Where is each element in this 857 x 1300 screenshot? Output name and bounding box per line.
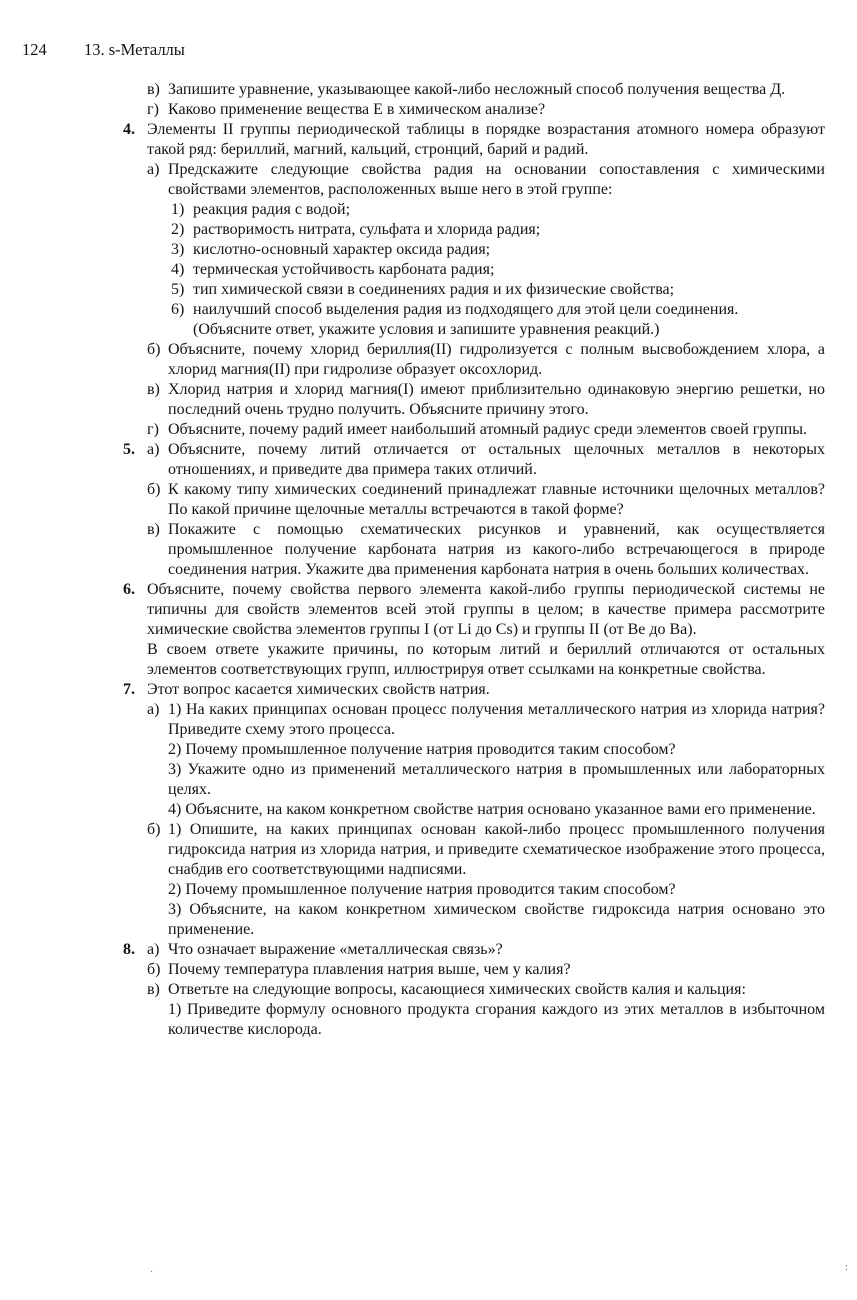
item-marker: 1) <box>171 201 185 218</box>
sub-item <box>0 880 857 900</box>
scan-speck: ˙ <box>150 1270 154 1281</box>
numbered-item <box>0 220 857 240</box>
question-7 <box>0 680 857 700</box>
question-4 <box>0 120 857 160</box>
item-text: Предскажите следующие свойства радия на основании сопоставления с химическими свойствами элементов, расположенных выше него в этой группе: <box>168 161 825 198</box>
item-text: реакция радия с водой; <box>193 201 351 218</box>
numbered-item <box>0 240 857 260</box>
numbered-item <box>0 300 857 320</box>
item-text: 3) Укажите одно из применений металлического натрия в промышленных или лабораторных целях. <box>168 761 825 798</box>
chapter-title: 13. s-Металлы <box>84 40 185 59</box>
continuation-text <box>0 640 857 680</box>
question-number: 8. <box>123 941 135 958</box>
item-marker: а) <box>147 701 160 718</box>
sub-item <box>0 760 857 800</box>
item-marker: в) <box>147 981 160 998</box>
item-marker: г) <box>147 421 159 438</box>
item-text: наилучший способ выделения радия из подходящего для этой цели соединения. <box>193 301 739 318</box>
list-item <box>0 380 857 420</box>
list-item <box>0 980 857 1000</box>
item-marker: б) <box>147 481 161 498</box>
item-marker: а) <box>147 441 160 458</box>
item-text: Ответьте на следующие вопросы, касающиеся химических свойств калия и кальция: <box>168 981 746 998</box>
item-marker: в) <box>147 521 160 538</box>
list-item <box>0 480 857 520</box>
question-number: 5. <box>123 441 135 458</box>
sub-item <box>0 900 857 940</box>
item-text: 3) Объясните, на каком конкретном химическом свойстве гидроксида натрия основано это применение. <box>168 901 825 938</box>
item-marker: г) <box>147 101 159 118</box>
list-item <box>0 700 857 740</box>
list-item <box>0 340 857 380</box>
item-marker: 6) <box>171 301 185 318</box>
item-text: 1) Опишите, на каких принципах основан какой-либо процесс промышленного получения гидроксида натрия из хлорида натрия, и приведите схематическое изображение этого процесса, снабдив его соответствующими надписями. <box>168 821 825 878</box>
sub-item <box>0 740 857 760</box>
item-marker: в) <box>147 81 160 98</box>
item-marker: б) <box>147 821 161 838</box>
item-marker: а) <box>147 941 160 958</box>
item-text: Каково применение вещества Е в химическом анализе? <box>168 101 546 118</box>
item-text: К какому типу химических соединений принадлежат главные источники щелочных металлов? По какой причине щелочные металлы встречаются в такой форме? <box>168 481 825 518</box>
numbered-item <box>0 280 857 300</box>
list-item <box>0 520 857 580</box>
list-item <box>0 820 857 880</box>
question-number: 4. <box>123 121 135 138</box>
question-6 <box>0 580 857 640</box>
sub-item <box>0 800 857 820</box>
question-5 <box>0 440 857 480</box>
question-number: 6. <box>123 581 135 598</box>
item-text: 2) Почему промышленное получение натрия проводится таким способом? <box>168 741 676 758</box>
question-text: Объясните, почему свойства первого элемента какой-либо группы периодической системы не типичны для свойств элементов всей этой группы в целом; в качестве примера рассмотрите химические свойства элементов группы I (от Li до Cs) и группы II (от Be до Ba). <box>147 581 825 638</box>
item-text: тип химической связи в соединениях радия и их физические свойства; <box>193 281 675 298</box>
item-text: Покажите с помощью схематических рисунков и уравнений, как осуществляется промышленное получение карбоната натрия из какого-либо встречающегося в природе соединения натрия. Укажите два применения карбоната натрия в очень больших количествах. <box>168 521 825 578</box>
item-text: Почему температура плавления натрия выше, чем у калия? <box>168 961 571 978</box>
list-item <box>0 100 857 120</box>
sub-item <box>0 1000 857 1040</box>
scan-speck: : <box>845 1262 848 1273</box>
item-text: 1) На каких принципах основан процесс получения металлического натрия из хлорида натрия? Приведите схему этого процесса. <box>168 701 825 738</box>
item-marker: а) <box>147 161 160 178</box>
item-marker: 3) <box>171 241 185 258</box>
list-item <box>0 160 857 200</box>
item-text: 1) Приведите формулу основного продукта сгорания каждого из этих металлов в избыточном количестве кислорода. <box>168 1001 825 1038</box>
question-number: 7. <box>123 681 135 698</box>
numbered-item <box>0 260 857 280</box>
question-8 <box>0 940 857 960</box>
item-marker: б) <box>147 341 161 358</box>
item-text: Хлорид натрия и хлорид магния(I) имеют приблизительно одинаковую энергию решетки, но последний очень трудно получить. Объясните причину этого. <box>168 381 825 418</box>
list-item <box>0 420 857 440</box>
item-text: термическая устойчивость карбоната радия; <box>193 261 495 278</box>
item-text: Объясните, почему радий имеет наибольший атомный радиус среди элементов своей группы. <box>168 421 807 438</box>
question-text: Элементы II группы периодической таблицы в порядке возрастания атомного номера образуют такой ряд: бериллий, магний, кальций, стронций, барий и радий. <box>147 121 825 158</box>
item-text: Что означает выражение «металлическая связь»? <box>168 941 503 958</box>
page-header <box>22 40 185 60</box>
item-marker: 4) <box>171 261 185 278</box>
item-text: (Объясните ответ, укажите условия и запишите уравнения реакций.) <box>193 321 660 338</box>
item-marker: в) <box>147 381 160 398</box>
page-number: 124 <box>22 40 47 59</box>
item-text: растворимость нитрата, сульфата и хлорида радия; <box>193 221 541 238</box>
list-item <box>0 960 857 980</box>
item-marker: 2) <box>171 221 185 238</box>
item-text: Объясните, почему хлорид бериллия(II) гидролизуется с полным высвобождением хлора, а хлорид магния(II) при гидролизе образует оксохлорид. <box>168 341 825 378</box>
item-text: В своем ответе укажите причины, по которым литий и бериллий отличаются от остальных элементов соответствующих групп, иллюстрируя ответ ссылками на конкретные свойства. <box>147 641 825 678</box>
page-body <box>0 80 857 1040</box>
item-text: Объясните, почему литий отличается от остальных щелочных металлов в некоторых отношениях, и приведите два примера таких отличий. <box>168 441 825 478</box>
item-text: 2) Почему промышленное получение натрия проводится таким способом? <box>168 881 676 898</box>
item-text: 4) Объясните, на каком конкретном свойстве натрия основано указанное вами его применение. <box>168 801 816 818</box>
item-marker: б) <box>147 961 161 978</box>
item-text: Запишите уравнение, указывающее какой-либо несложный способ получения вещества Д. <box>168 81 786 98</box>
numbered-item <box>0 200 857 220</box>
question-text: Этот вопрос касается химических свойств натрия. <box>147 681 490 698</box>
continuation-text <box>0 320 857 340</box>
item-marker: 5) <box>171 281 185 298</box>
list-item <box>0 80 857 100</box>
item-text: кислотно-основный характер оксида радия; <box>193 241 491 258</box>
